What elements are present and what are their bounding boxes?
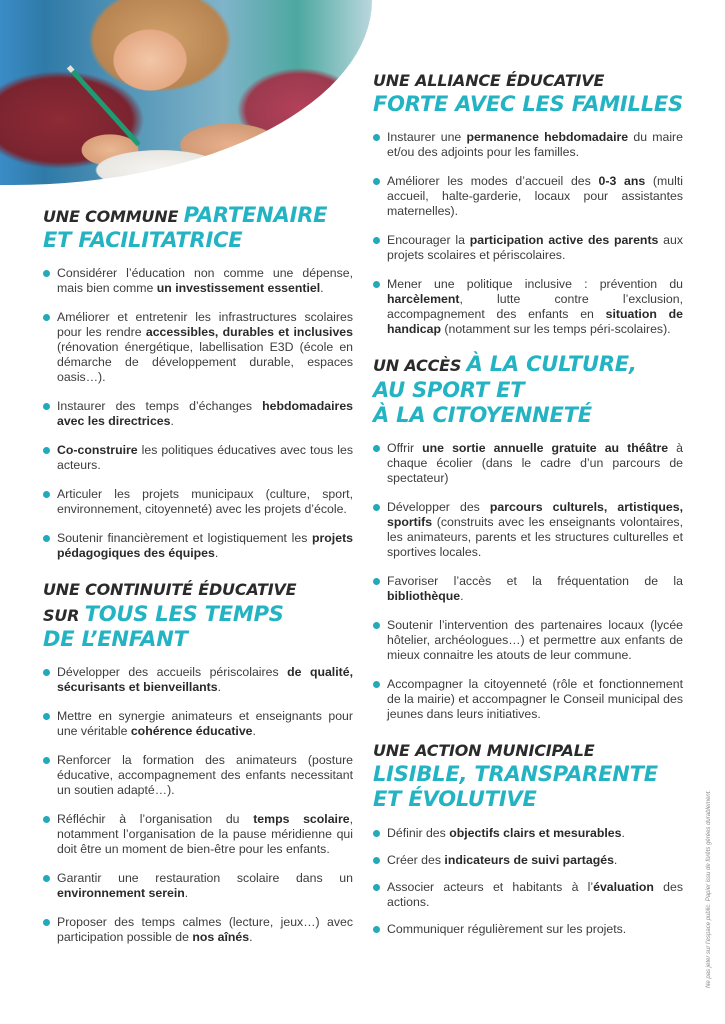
list-item — [43, 531, 353, 561]
item-text: (multi accueil, halte-garderie, locaux pour assistantes maternelles). — [387, 174, 683, 219]
item-text: Considérer l’éducation non comme une dépense, mais bien comme — [57, 266, 353, 296]
item-text: à chaque écolier (dans le cadre d’un parcours de spectateur) — [387, 440, 684, 485]
item-text: . — [320, 281, 324, 296]
list-item — [43, 487, 353, 517]
list-item — [373, 277, 683, 337]
item-text: . — [184, 885, 189, 900]
item-text: Proposer des temps calmes (lecture, jeux…) avec participation possible de — [57, 914, 353, 944]
heading-dark-text: UNE CONTINUITÉ ÉDUCATIVE — [43, 580, 297, 600]
item-text: Garantir une restauration scolaire dans un — [57, 870, 353, 885]
heading-accent-text: À LA CULTURE, — [466, 352, 637, 377]
item-text: , notamment l’organisation de la pause méridienne qui doit être un moment de bien-être pour les enfants. — [57, 811, 354, 856]
item-text: Développer des accueils périscolaires — [57, 664, 288, 679]
bullet-dot-icon — [373, 578, 380, 585]
section-commune — [43, 202, 353, 561]
item-text: du maire et/ou des adjoints pour les familles. — [387, 130, 683, 160]
list-item — [43, 812, 353, 857]
emphasis-text: participation active des parents — [469, 233, 659, 248]
bullet-dot-icon — [373, 504, 380, 511]
item-text: . — [249, 929, 253, 944]
item-text: . — [252, 723, 256, 738]
list-item — [373, 880, 683, 910]
list-item — [373, 233, 683, 263]
bullet-dot-icon — [373, 622, 380, 629]
emphasis-text: évaluation — [593, 879, 654, 894]
list-item — [373, 130, 683, 160]
list-item — [43, 753, 353, 798]
emphasis-text: environnement serein — [57, 885, 185, 900]
item-text: . — [170, 414, 174, 429]
emphasis-text: Co-construire — [57, 443, 138, 458]
bullet-dot-icon — [43, 270, 50, 277]
bullet-dot-icon — [373, 178, 380, 185]
heading-dark-text: UNE ALLIANCE ÉDUCATIVE — [373, 71, 605, 90]
item-text: , lutte contre l’exclusion, accompagnement des enfants en — [387, 292, 683, 322]
bullet-dot-icon — [373, 830, 380, 837]
heading-accent-text: DE L’ENFANT — [43, 626, 188, 651]
list-item — [43, 399, 353, 429]
bullet-dot-icon — [373, 884, 380, 891]
item-text: Développer des — [387, 499, 490, 514]
list-item — [43, 915, 353, 945]
list-item — [373, 618, 683, 663]
item-text: (construits avec les enseignants volontaires, les animateurs, parents et les structures culturelles et sportives locales. — [387, 514, 683, 559]
emphasis-text: un investissement essentiel — [156, 281, 321, 296]
item-text: Créer des — [387, 852, 445, 867]
bullet-dot-icon — [373, 857, 380, 864]
item-text: les politiques éducatives avec tous les acteurs. — [57, 443, 353, 473]
item-text: Associer acteurs et habitants à l’ — [387, 879, 594, 894]
emphasis-text: parcours culturels, artistiques, sportifs — [387, 499, 683, 529]
heading-line — [373, 91, 683, 116]
bullet-list — [373, 826, 683, 937]
item-text: Instaurer des temps d’échanges — [57, 399, 263, 414]
heading-line — [43, 601, 353, 626]
section-heading — [373, 736, 683, 812]
item-text: (notamment sur les temps péri-scolaires). — [440, 322, 671, 337]
heading-line — [43, 575, 353, 600]
heading-accent-text: PARTENAIRE — [183, 203, 328, 227]
bullet-dot-icon — [373, 926, 380, 933]
list-item — [43, 871, 353, 901]
emphasis-text: situation de handicap — [387, 307, 683, 337]
bullet-dot-icon — [43, 403, 50, 410]
section-action — [373, 736, 683, 937]
bullet-dot-icon — [43, 816, 50, 823]
bullet-dot-icon — [373, 237, 380, 244]
bullet-dot-icon — [43, 669, 50, 676]
list-item — [43, 443, 353, 473]
emphasis-text: permanence hebdomadaire — [466, 130, 629, 145]
heading-accent-text: TOUS LES TEMPS — [84, 601, 284, 626]
item-text: . — [217, 679, 222, 694]
heading-accent-text: ET FACILITATRICE — [43, 228, 243, 253]
heading-line — [373, 736, 683, 761]
section-heading — [43, 575, 353, 651]
bullet-list — [43, 266, 353, 561]
left-column — [43, 202, 353, 959]
hero-photo — [0, 0, 372, 185]
list-item — [373, 174, 683, 219]
emphasis-text: indicateurs de suivi partagés — [444, 852, 614, 867]
section-alliance — [373, 66, 683, 337]
heading-line — [43, 227, 353, 252]
bullet-dot-icon — [43, 919, 50, 926]
bullet-list — [373, 441, 683, 722]
list-item — [43, 266, 353, 296]
bullet-list — [43, 665, 353, 945]
emphasis-text: objectifs clairs et mesurables — [449, 825, 622, 840]
list-item — [373, 574, 683, 604]
list-item — [373, 922, 683, 937]
bullet-dot-icon — [43, 713, 50, 720]
item-text: Définir des — [387, 825, 450, 840]
item-text: aux projets scolaires et périscolaires. — [387, 233, 683, 263]
list-item — [43, 709, 353, 739]
emphasis-text: temps scolaire — [253, 811, 350, 826]
heading-line — [43, 626, 353, 651]
item-text: . — [621, 825, 625, 840]
item-text: Offrir — [387, 440, 423, 455]
emphasis-text: hebdomadaires avec les directrices — [57, 399, 353, 429]
bullet-list — [373, 130, 683, 337]
heading-dark-text: UN ACCÈS — [373, 356, 467, 376]
heading-line — [373, 402, 683, 427]
emphasis-text: harcèlement — [387, 292, 460, 307]
bullet-dot-icon — [373, 134, 380, 141]
item-text: Mener une politique inclusive : prévention du — [387, 277, 683, 292]
heading-accent-text: ET ÉVOLUTIVE — [373, 787, 537, 812]
item-text: Accompagner la citoyenneté (rôle et fonctionnement de la mairie) et accompagner le Conseil municipal des jeunes dans leurs initiatives. — [387, 676, 683, 721]
item-text: Soutenir l’intervention des partenaires locaux (lycée hôtelier, archéologues…) et permettre aux enfants de mieux connaitre les atouts de leur commune. — [387, 617, 683, 662]
item-text: (rénovation énergétique, labellisation E3D (école en démarche de développement durable, espaces oasis…). — [57, 340, 353, 385]
side-note: Ne pas jeter sur l’espace public. Papier issu de forêts gérées durablement. — [706, 789, 712, 988]
list-item — [43, 665, 353, 695]
list-item — [373, 500, 683, 560]
item-text: Améliorer et entretenir les infrastructures scolaires pour les rendre — [57, 310, 353, 340]
emphasis-text: projets pédagogiques des équipes — [57, 531, 353, 561]
item-text: Communiquer régulièrement sur les projets. — [387, 921, 627, 936]
item-text: des actions. — [387, 879, 683, 909]
section-heading — [373, 66, 683, 116]
bullet-dot-icon — [43, 535, 50, 542]
emphasis-text: cohérence éducative — [130, 723, 253, 738]
item-text: Renforcer la formation des animateurs (posture éducative, accompagnement des enfants necessitant un soutien adapté…). — [57, 752, 353, 797]
bullet-dot-icon — [43, 447, 50, 454]
item-text: Soutenir financièrement et logistiquement les — [57, 531, 312, 546]
list-item — [43, 310, 353, 385]
heading-line — [373, 761, 683, 786]
right-column — [373, 66, 683, 951]
item-text: . — [214, 546, 219, 561]
item-text: Articuler les projets municipaux (culture, sport, environnement, citoyenneté) avec les projets d’école. — [57, 487, 353, 517]
heading-line — [373, 786, 683, 811]
heading-dark-text: SUR — [43, 605, 85, 625]
heading-line — [373, 377, 683, 402]
emphasis-text: 0-3 ans — [598, 174, 646, 189]
bullet-dot-icon — [43, 491, 50, 498]
item-text: . — [613, 852, 618, 867]
section-heading — [373, 351, 683, 427]
section-culture — [373, 351, 683, 722]
heading-dark-text: UNE COMMUNE — [43, 207, 184, 226]
emphasis-text: bibliothèque — [387, 588, 461, 603]
list-item — [373, 441, 683, 486]
item-text: . — [460, 588, 464, 603]
list-item — [373, 853, 683, 868]
item-text: Favoriser l’accès et la fréquentation de la — [387, 573, 683, 588]
emphasis-text: nos aînés — [192, 929, 250, 944]
heading-line — [373, 66, 683, 91]
item-text: Réfléchir à l’organisation du — [57, 811, 254, 826]
emphasis-text: de qualité, sécurisants et bienveillants — [57, 664, 353, 694]
heading-accent-text: À LA CITOYENNETÉ — [373, 402, 592, 427]
bullet-dot-icon — [373, 681, 380, 688]
list-item — [373, 826, 683, 841]
heading-accent-text: AU SPORT ET — [373, 377, 525, 402]
bullet-dot-icon — [43, 314, 50, 321]
bullet-dot-icon — [43, 875, 50, 882]
bullet-dot-icon — [43, 757, 50, 764]
item-text: Encourager la — [387, 233, 470, 248]
emphasis-text: accessibles, durables et inclusives — [145, 325, 353, 340]
item-text: Instaurer une — [387, 130, 467, 145]
item-text: Améliorer les modes d’accueil des — [387, 174, 599, 189]
heading-line — [373, 351, 683, 376]
heading-line — [43, 202, 353, 227]
list-item — [373, 677, 683, 722]
section-heading — [43, 202, 353, 252]
heading-accent-text: LISIBLE, TRANSPARENTE — [373, 762, 658, 787]
heading-dark-text: UNE ACTION MUNICIPALE — [373, 740, 595, 760]
pencil-graphic — [70, 69, 141, 147]
bullet-dot-icon — [373, 445, 380, 452]
heading-accent-text: FORTE AVEC LES FAMILLES — [373, 92, 683, 117]
emphasis-text: une sortie annuelle gratuite au théâtre — [422, 440, 669, 455]
item-text: Mettre en synergie animateurs et enseignants pour une véritable — [57, 708, 353, 738]
section-continuite — [43, 575, 353, 945]
bullet-dot-icon — [373, 281, 380, 288]
